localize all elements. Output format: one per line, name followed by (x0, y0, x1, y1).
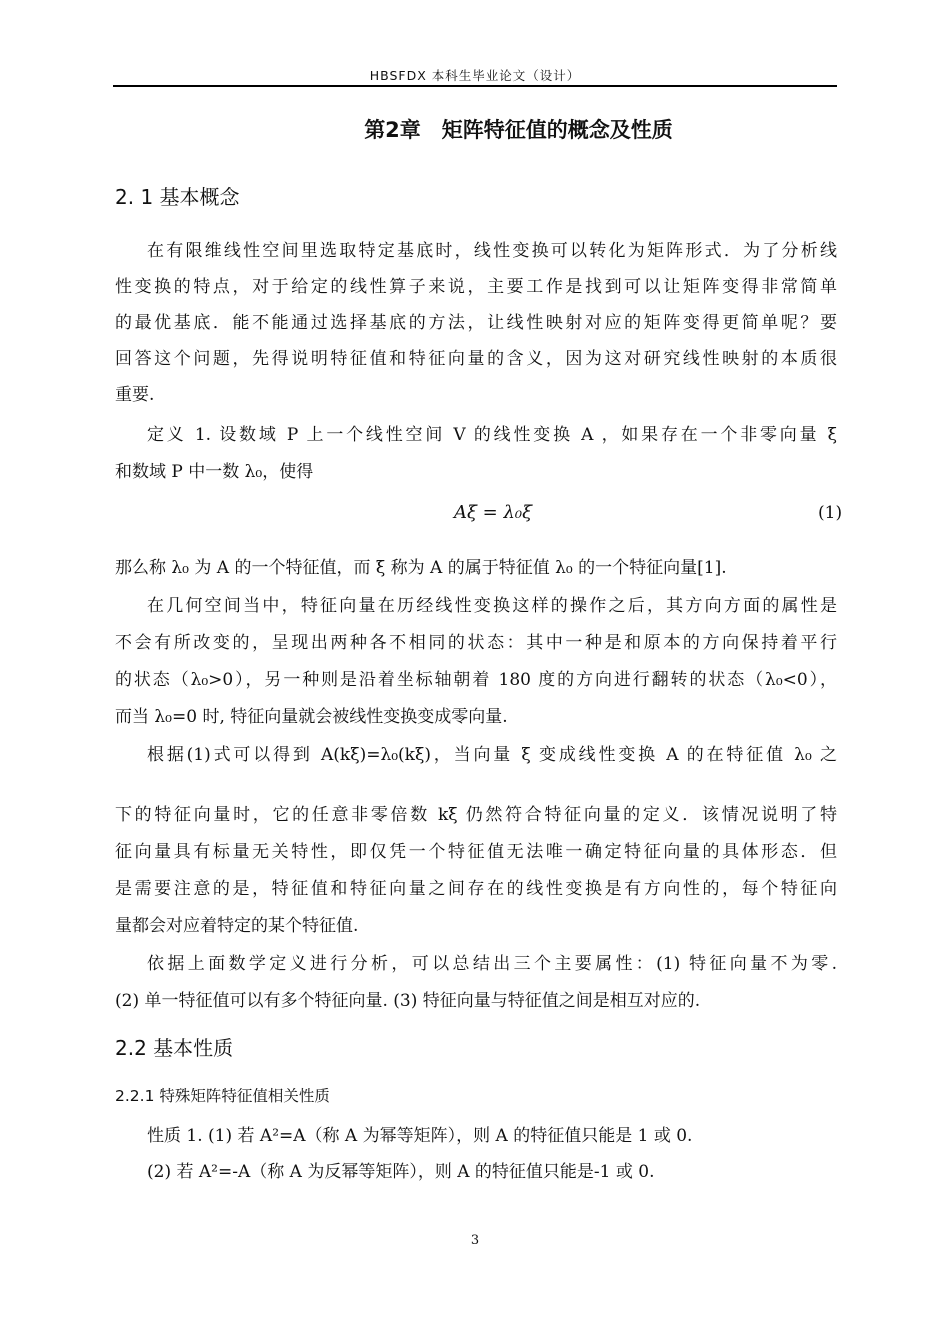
chapter-title: 第2章 矩阵特征值的概念及性质 (364, 118, 673, 142)
paragraph-line: 重要. (115, 385, 155, 405)
section-heading-2-1: 2. 1 基本概念 (115, 185, 240, 209)
subsection-heading: 2.2.1 特殊矩阵特征值相关性质 (115, 1087, 330, 1105)
paragraph-line: 那么称 λ₀ 为 A 的一个特征值，而 ξ 称为 A 的属于特征值 λ₀ 的一个特征向量[1]. (115, 558, 727, 578)
paragraph-line: 依据上面数学定义进行分析，可以总结出三个主要属性：(1) 特征向量不为零. (147, 954, 837, 974)
paragraph-line: 性变换的特点，对于给定的线性算子来说，主要工作是找到可以让矩阵变得非常简单 (115, 277, 837, 297)
header-rule (113, 85, 837, 87)
section-heading-2-2: 2.2 基本性质 (115, 1036, 234, 1060)
paragraph-line: 是需要注意的是，特征值和特征向量之间存在的线性变换是有方向性的，每个特征向 (115, 879, 837, 899)
paragraph-line: 而当 λ₀=0 时, 特征向量就会被线性变换变成零向量. (115, 707, 508, 727)
property-line: 性质 1. (1) 若 A²=A（称 A 为幂等矩阵），则 A 的特征值只能是 1 或 0. (147, 1126, 693, 1146)
paragraph-line: 征向量具有标量无关特性，即仅凭一个特征值无法唯一确定特征向量的具体形态．但 (115, 842, 837, 862)
paragraph-line: (2) 单一特征值可以有多个特征向量. (3) 特征向量与特征值之间是相互对应的. (115, 991, 701, 1011)
equation: Aξ = λ₀ξ (454, 502, 532, 523)
paragraph-line: 下的特征向量时，它的任意非零倍数 kξ 仍然符合特征向量的定义．该情况说明了特 (115, 805, 837, 825)
paragraph-line: 的状态（λ₀>0），另一种则是沿着坐标轴朝着 180 度的方向进行翻转的状态（λ₀<0）， (115, 670, 837, 690)
paragraph-line: 在有限维线性空间里选取特定基底时，线性变换可以转化为矩阵形式．为了分析线 (147, 241, 837, 261)
property-line: (2) 若 A²=-A（称 A 为反幂等矩阵），则 A 的特征值只能是-1 或 0. (147, 1162, 655, 1182)
paragraph-line: 不会有所改变的，呈现出两种各不相同的状态：其中一种是和原本的方向保持着平行 (115, 633, 837, 653)
page-number: 3 (470, 1233, 480, 1248)
definition-line: 定义 1. 设数域 P 上一个线性空间 V 的线性变换 A ，如果存在一个非零向量 ξ (147, 425, 837, 445)
paragraph-line: 量都会对应着特定的某个特征值. (115, 916, 359, 936)
paragraph-line: 回答这个问题，先得说明特征值和特征向量的含义，因为这对研究线性映射的本质很 (115, 349, 837, 369)
definition-line: 和数域 P 中一数 λ₀，使得 (115, 462, 314, 482)
paragraph-line: 根据(1)式可以得到 A(kξ)=λ₀(kξ)，当向量 ξ 变成线性变换 A 的在特征值 λ₀ 之 (147, 745, 837, 765)
paragraph-line: 在几何空间当中，特征向量在历经线性变换这样的操作之后，其方向方面的属性是 (147, 596, 837, 616)
equation-number: (1) (818, 503, 843, 523)
paragraph-line: 的最优基底．能不能通过选择基底的方法，让线性映射对应的矩阵变得更简单呢？要 (115, 313, 837, 333)
running-header: HBSFDX 本科生毕业论文（设计） (369, 68, 581, 83)
